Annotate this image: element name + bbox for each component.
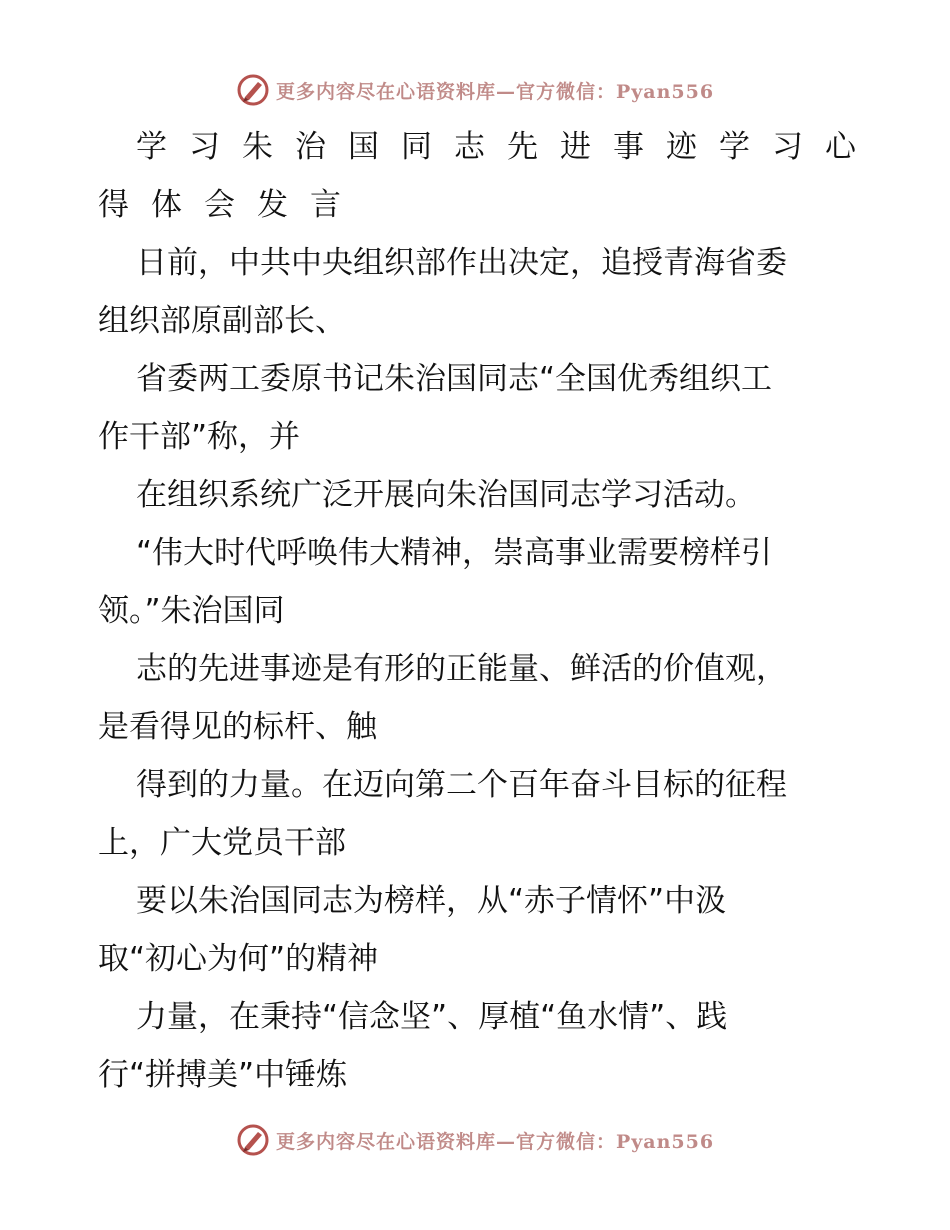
paragraph-line: 是看得见的标杆、触: [98, 709, 377, 745]
header-watermark-text: 更多内容尽在心语资料库—官方微信：Pyan556: [275, 80, 715, 103]
footer-watermark-text: 更多内容尽在心语资料库—官方微信：Pyan556: [275, 1130, 715, 1153]
paragraph-line: 要以朱治国同志为榜样，从“赤子情怀”中汲: [136, 883, 727, 919]
footer-watermark-banner: [0, 1120, 950, 1160]
header-watermark-banner: [0, 70, 950, 110]
paragraph-line: 组织部原副部长、: [98, 303, 346, 339]
paragraph-line: 得到的力量。在迈向第二个百年奋斗目标的征程: [136, 767, 787, 803]
paragraph-line: 日前，中共中央组织部作出决定，追授青海省委: [136, 245, 787, 281]
paragraph-line: 上，广大党员干部: [98, 825, 346, 861]
paragraph-line: 领。”朱治国同: [98, 593, 285, 629]
paragraph-line: 省委两工委原书记朱治国同志“全国优秀组织工: [136, 361, 773, 397]
paragraph-line: 力量，在秉持“信念坚”、厚植“鱼水情”、践: [136, 999, 728, 1035]
pen-logo-icon: [236, 73, 270, 107]
paragraph-line: 行“拼搏美”中锤炼: [98, 1057, 348, 1093]
paragraph-line: “伟大时代呼唤伟大精神，崇高事业需要榜样引: [136, 535, 773, 571]
paragraph-line: 取“初心为何”的精神: [98, 941, 379, 977]
document-body: [98, 118, 878, 1104]
paragraph-line: 在组织系统广泛开展向朱治国同志学习活动。: [136, 477, 756, 513]
document-title-line-2: 得体会发言: [98, 187, 363, 223]
pen-logo-icon: [236, 1123, 270, 1157]
paragraph-line: 作干部”称，并: [98, 419, 301, 455]
document-title-line-1: 学习朱治国同志先进事迹学习心: [136, 129, 878, 165]
paragraph-line: 志的先进事迹是有形的正能量、鲜活的价值观，: [136, 651, 787, 687]
